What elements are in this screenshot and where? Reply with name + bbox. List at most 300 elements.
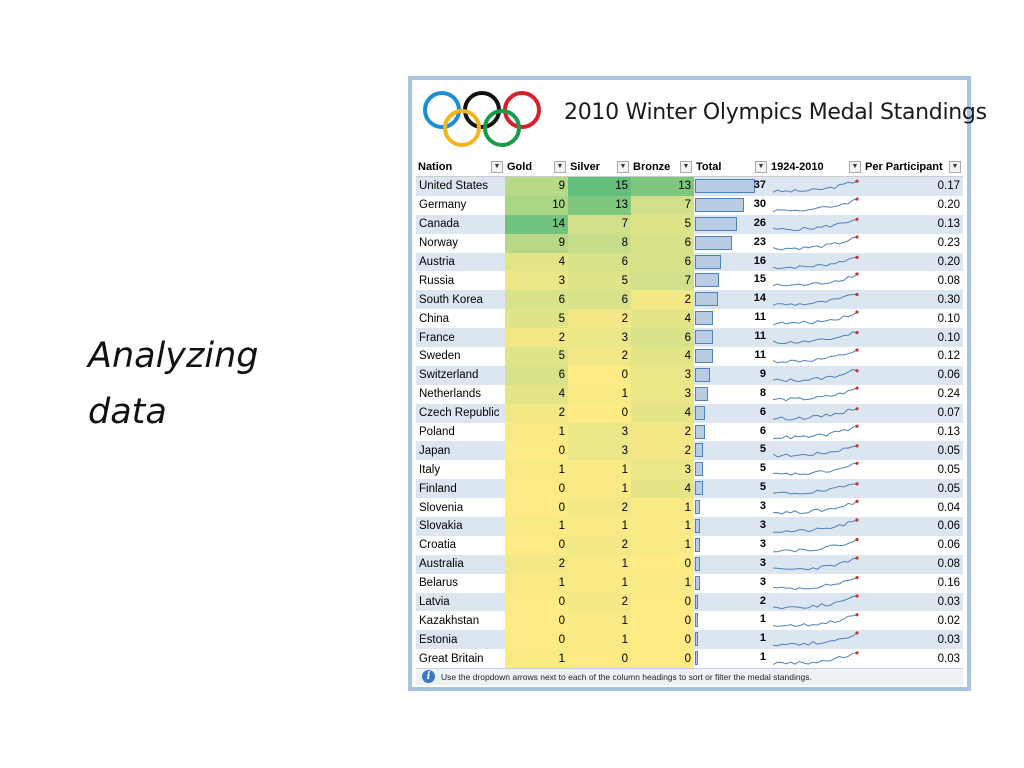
cell-gold: 2: [505, 555, 568, 574]
cell-per-participant: 0.02: [863, 611, 963, 630]
cell-nation: Canada: [416, 215, 505, 234]
sparkline-marker: [855, 386, 858, 389]
total-data-bar: [695, 443, 703, 457]
total-data-bar: [695, 330, 713, 344]
sparkline: [771, 178, 859, 195]
cell-history-sparkline: [769, 593, 863, 612]
column-header-total: [694, 158, 769, 177]
total-value: 16: [753, 254, 766, 267]
cell-gold: 1: [505, 517, 568, 536]
sparkline-path: [773, 408, 857, 419]
cell-nation: Norway: [416, 234, 505, 253]
sparkline-marker: [855, 311, 858, 314]
cell-history-sparkline: [769, 536, 863, 555]
cell-nation: Finland: [416, 479, 505, 498]
cell-bronze: 0: [631, 555, 694, 574]
cell-bronze: 2: [631, 290, 694, 309]
sparkline-marker: [855, 369, 858, 372]
total-data-bar: [695, 595, 698, 609]
cell-bronze: 6: [631, 328, 694, 347]
total-data-bar: [695, 481, 703, 495]
cell-history-sparkline: [769, 404, 863, 423]
cell-total: [694, 611, 769, 630]
cell-per-participant: 0.23: [863, 234, 963, 253]
cell-per-participant: 0.08: [863, 555, 963, 574]
cell-silver: 5: [568, 271, 631, 290]
table-row: [416, 290, 963, 309]
table-row: [416, 309, 963, 328]
sparkline: [771, 405, 859, 422]
cell-nation: Austria: [416, 253, 505, 272]
cell-total: [694, 517, 769, 536]
sparkline: [771, 291, 859, 308]
table-row: [416, 366, 963, 385]
cell-nation: Japan: [416, 441, 505, 460]
sparkline: [771, 594, 859, 611]
table-row: [416, 593, 963, 612]
cell-total: [694, 555, 769, 574]
sparkline-path: [773, 295, 857, 306]
sparkline-path: [773, 237, 857, 250]
cell-gold: 9: [505, 234, 568, 253]
sparkline: [771, 197, 859, 214]
cell-bronze: 0: [631, 593, 694, 612]
medal-standings-panel: [408, 76, 987, 691]
table-row: [416, 555, 963, 574]
total-data-bar: [695, 368, 710, 382]
cell-gold: 0: [505, 611, 568, 630]
table-row: [416, 611, 963, 630]
info-footer: [416, 668, 963, 685]
cell-per-participant: 0.17: [863, 177, 963, 196]
total-data-bar: [695, 198, 744, 212]
cell-nation: Germany: [416, 196, 505, 215]
cell-gold: 0: [505, 536, 568, 555]
cell-history-sparkline: [769, 328, 863, 347]
cell-history-sparkline: [769, 234, 863, 253]
cell-nation: Belarus: [416, 574, 505, 593]
sparkline-path: [773, 219, 857, 230]
cell-per-participant: 0.04: [863, 498, 963, 517]
cell-per-participant: 0.10: [863, 328, 963, 347]
cell-total: [694, 536, 769, 555]
cell-per-participant: 0.03: [863, 649, 963, 668]
cell-history-sparkline: [769, 479, 863, 498]
table-row: [416, 234, 963, 253]
table-row: [416, 649, 963, 668]
total-data-bar: [695, 292, 718, 306]
sparkline: [771, 216, 859, 233]
cell-per-participant: 0.05: [863, 460, 963, 479]
cell-bronze: 1: [631, 517, 694, 536]
table-row: [416, 196, 963, 215]
cell-total: [694, 177, 769, 196]
cell-silver: 2: [568, 347, 631, 366]
sparkline-marker: [855, 445, 858, 448]
total-data-bar: [695, 236, 732, 250]
table-row: [416, 517, 963, 536]
cell-silver: 13: [568, 196, 631, 215]
cell-per-participant: 0.07: [863, 404, 963, 423]
cell-bronze: 4: [631, 347, 694, 366]
column-header-label: Silver: [570, 161, 600, 173]
table-row: [416, 498, 963, 517]
cell-silver: 1: [568, 555, 631, 574]
dropdown-arrow-icon[interactable]: ▼: [949, 161, 961, 173]
sparkline-marker: [855, 462, 858, 465]
cell-per-participant: 0.03: [863, 593, 963, 612]
cell-bronze: 1: [631, 536, 694, 555]
cell-history-sparkline: [769, 649, 863, 668]
total-data-bar: [695, 519, 700, 533]
total-data-bar: [695, 255, 721, 269]
cell-gold: 1: [505, 460, 568, 479]
sparkline-path: [773, 369, 857, 381]
total-value: 3: [759, 500, 766, 513]
sparkline-marker: [855, 614, 858, 617]
column-header-label: Nation: [418, 161, 453, 173]
total-data-bar: [695, 538, 700, 552]
cell-gold: 0: [505, 441, 568, 460]
cell-nation: Great Britain: [416, 649, 505, 668]
table-row: [416, 404, 963, 423]
sparkline-path: [773, 350, 857, 363]
cell-silver: 2: [568, 593, 631, 612]
sparkline-path: [773, 426, 857, 439]
cell-nation: Slovenia: [416, 498, 505, 517]
cell-gold: 4: [505, 385, 568, 404]
cell-silver: 8: [568, 234, 631, 253]
cell-total: [694, 385, 769, 404]
sparkline-path: [773, 520, 857, 532]
sparkline: [771, 424, 859, 441]
total-value: 9: [759, 367, 766, 380]
cell-silver: 6: [568, 253, 631, 272]
cell-history-sparkline: [769, 498, 863, 517]
total-value: 6: [759, 405, 766, 418]
cell-bronze: 4: [631, 309, 694, 328]
footer-text: Use the dropdown arrows next to each of the column headings to sort or filter the medal standings.: [441, 672, 812, 682]
total-value: 1: [759, 632, 766, 645]
cell-per-participant: 0.20: [863, 253, 963, 272]
cell-silver: 6: [568, 290, 631, 309]
cell-silver: 1: [568, 517, 631, 536]
total-data-bar: [695, 406, 705, 420]
cell-bronze: 3: [631, 460, 694, 479]
cell-total: [694, 234, 769, 253]
cell-total: [694, 574, 769, 593]
cell-silver: 0: [568, 649, 631, 668]
cell-per-participant: 0.12: [863, 347, 963, 366]
total-data-bar: [695, 613, 698, 627]
cell-gold: 0: [505, 593, 568, 612]
sparkline: [771, 537, 859, 554]
sparkline-path: [773, 653, 857, 665]
cell-gold: 9: [505, 177, 568, 196]
cell-bronze: 0: [631, 611, 694, 630]
cell-nation: United States: [416, 177, 505, 196]
total-value: 3: [759, 519, 766, 532]
total-value: 23: [753, 235, 766, 248]
dropdown-arrow-icon[interactable]: ▼: [849, 161, 861, 173]
sparkline-marker: [855, 273, 858, 276]
cell-gold: 0: [505, 630, 568, 649]
column-header-label: Bronze: [633, 161, 671, 173]
cell-history-sparkline: [769, 253, 863, 272]
cell-gold: 1: [505, 649, 568, 668]
cell-silver: 3: [568, 328, 631, 347]
dropdown-arrow-icon[interactable]: ▼: [491, 161, 503, 173]
sparkline: [771, 499, 859, 516]
cell-silver: 1: [568, 611, 631, 630]
cell-gold: 1: [505, 423, 568, 442]
cell-gold: 2: [505, 328, 568, 347]
column-header-label: Per Participant: [865, 161, 943, 173]
table-row: [416, 479, 963, 498]
cell-silver: 1: [568, 460, 631, 479]
total-data-bar: [695, 632, 698, 646]
dropdown-arrow-icon[interactable]: ▼: [617, 161, 629, 173]
cell-gold: 6: [505, 290, 568, 309]
cell-bronze: 1: [631, 574, 694, 593]
cell-nation: Croatia: [416, 536, 505, 555]
total-value: 2: [759, 594, 766, 607]
table-row: [416, 460, 963, 479]
total-data-bar: [695, 387, 708, 401]
sparkline-path: [773, 199, 857, 212]
cell-history-sparkline: [769, 517, 863, 536]
column-header-label: 1924-2010: [771, 161, 824, 173]
cell-bronze: 6: [631, 253, 694, 272]
cell-history-sparkline: [769, 309, 863, 328]
total-data-bar: [695, 576, 700, 590]
medal-table: [416, 158, 963, 668]
sparkline-marker: [855, 538, 858, 541]
cell-total: [694, 479, 769, 498]
cell-history-sparkline: [769, 611, 863, 630]
table-body: [416, 177, 963, 669]
olympic-rings-icon: [420, 86, 550, 152]
cell-history-sparkline: [769, 574, 863, 593]
table-row: [416, 347, 963, 366]
cell-total: [694, 366, 769, 385]
cell-total: [694, 196, 769, 215]
cell-silver: 2: [568, 536, 631, 555]
cell-gold: 3: [505, 271, 568, 290]
cell-gold: 6: [505, 366, 568, 385]
cell-total: [694, 290, 769, 309]
total-data-bar: [695, 557, 700, 571]
cell-history-sparkline: [769, 630, 863, 649]
cell-total: [694, 649, 769, 668]
total-data-bar: [695, 349, 713, 363]
cell-total: [694, 498, 769, 517]
cell-history-sparkline: [769, 555, 863, 574]
header-row: [416, 158, 963, 177]
table-row: [416, 215, 963, 234]
cell-nation: Estonia: [416, 630, 505, 649]
cell-nation: Australia: [416, 555, 505, 574]
cell-gold: 2: [505, 404, 568, 423]
column-header-bronze: [631, 158, 694, 177]
cell-nation: Slovakia: [416, 517, 505, 536]
total-data-bar: [695, 273, 719, 287]
cell-nation: Switzerland: [416, 366, 505, 385]
cell-per-participant: 0.05: [863, 441, 963, 460]
total-value: 3: [759, 537, 766, 550]
cell-per-participant: 0.10: [863, 309, 963, 328]
cell-nation: France: [416, 328, 505, 347]
table-row: [416, 271, 963, 290]
cell-gold: 10: [505, 196, 568, 215]
total-data-bar: [695, 217, 737, 231]
cell-history-sparkline: [769, 347, 863, 366]
sparkline-path: [773, 257, 857, 268]
column-header-gold: [505, 158, 568, 177]
cell-bronze: 5: [631, 215, 694, 234]
cell-silver: 1: [568, 630, 631, 649]
cell-nation: Latvia: [416, 593, 505, 612]
dropdown-arrow-icon[interactable]: ▼: [554, 161, 566, 173]
cell-history-sparkline: [769, 196, 863, 215]
cell-gold: 5: [505, 309, 568, 328]
cell-history-sparkline: [769, 366, 863, 385]
cell-nation: Italy: [416, 460, 505, 479]
cell-bronze: 13: [631, 177, 694, 196]
total-data-bar: [695, 651, 698, 665]
sparkline: [771, 442, 859, 459]
total-value: 3: [759, 575, 766, 588]
cell-total: [694, 253, 769, 272]
cell-history-sparkline: [769, 441, 863, 460]
cell-bronze: 7: [631, 196, 694, 215]
info-icon: i: [422, 670, 435, 683]
cell-nation: Kazakhstan: [416, 611, 505, 630]
sparkline-marker: [855, 293, 858, 296]
sparkline-marker: [855, 556, 858, 559]
total-data-bar: [695, 179, 755, 193]
cell-total: [694, 441, 769, 460]
cell-nation: Russia: [416, 271, 505, 290]
sparkline-marker: [855, 482, 858, 485]
table-row: [416, 574, 963, 593]
cell-silver: 2: [568, 498, 631, 517]
sparkline-path: [773, 388, 857, 401]
sparkline-marker: [855, 348, 858, 351]
table-row: [416, 328, 963, 347]
column-header-silver: [568, 158, 631, 177]
cell-per-participant: 0.20: [863, 196, 963, 215]
total-value: 5: [759, 481, 766, 494]
total-value: 14: [753, 292, 766, 305]
cell-bronze: 2: [631, 441, 694, 460]
sparkline: [771, 348, 859, 365]
cell-per-participant: 0.05: [863, 479, 963, 498]
sparkline: [771, 386, 859, 403]
cell-silver: 2: [568, 309, 631, 328]
cell-silver: 1: [568, 385, 631, 404]
sparkline-marker: [855, 500, 858, 503]
cell-total: [694, 630, 769, 649]
sparkline-path: [773, 464, 857, 476]
cell-bronze: 6: [631, 234, 694, 253]
cell-gold: 5: [505, 347, 568, 366]
cell-total: [694, 593, 769, 612]
column-header-nation: [416, 158, 505, 177]
table-row: [416, 253, 963, 272]
total-value: 30: [753, 197, 766, 210]
sparkline-marker: [855, 331, 858, 334]
sheet-header: [412, 80, 987, 158]
cell-total: [694, 404, 769, 423]
total-value: 11: [754, 349, 766, 362]
cell-total: [694, 460, 769, 479]
cell-per-participant: 0.08: [863, 271, 963, 290]
cell-gold: 14: [505, 215, 568, 234]
cell-history-sparkline: [769, 385, 863, 404]
cell-per-participant: 0.13: [863, 423, 963, 442]
total-data-bar: [695, 425, 705, 439]
cell-history-sparkline: [769, 460, 863, 479]
cell-nation: China: [416, 309, 505, 328]
cell-bronze: 7: [631, 271, 694, 290]
total-value: 26: [753, 216, 766, 229]
cell-history-sparkline: [769, 177, 863, 196]
cell-nation: Czech Republic: [416, 404, 505, 423]
sparkline-marker: [855, 576, 858, 579]
cell-silver: 0: [568, 404, 631, 423]
sparkline-path: [773, 615, 857, 627]
sheet-title: 2010 Winter Olympics Medal Standings: [564, 100, 987, 125]
sparkline: [771, 631, 859, 648]
column-header-history: [769, 158, 863, 177]
total-value: 37: [753, 179, 766, 191]
cell-silver: 3: [568, 441, 631, 460]
cell-total: [694, 309, 769, 328]
cell-gold: 1: [505, 574, 568, 593]
sparkline-path: [773, 446, 857, 457]
sparkline-marker: [855, 255, 858, 258]
sparkline-marker: [855, 518, 858, 521]
cell-per-participant: 0.24: [863, 385, 963, 404]
cell-history-sparkline: [769, 423, 863, 442]
sparkline: [771, 556, 859, 573]
sparkline-marker: [855, 407, 858, 410]
sparkline-path: [773, 633, 857, 646]
sparkline: [771, 329, 859, 346]
sparkline: [771, 612, 859, 629]
cell-bronze: 2: [631, 423, 694, 442]
column-header-label: Total: [696, 161, 722, 173]
cell-per-participant: 0.06: [863, 536, 963, 555]
cell-per-participant: 0.06: [863, 366, 963, 385]
sparkline-path: [773, 312, 857, 325]
dropdown-arrow-icon[interactable]: ▼: [680, 161, 692, 173]
cell-history-sparkline: [769, 271, 863, 290]
total-data-bar: [695, 311, 713, 325]
total-data-bar: [695, 500, 700, 514]
sparkline: [771, 575, 859, 592]
dropdown-arrow-icon[interactable]: ▼: [755, 161, 767, 173]
cell-per-participant: 0.16: [863, 574, 963, 593]
total-value: 3: [759, 556, 766, 569]
sparkline-path: [773, 332, 857, 344]
sparkline-path: [773, 484, 857, 494]
sparkline-path: [773, 577, 857, 589]
cell-total: [694, 423, 769, 442]
cell-total: [694, 271, 769, 290]
sparkline-marker: [855, 424, 858, 427]
